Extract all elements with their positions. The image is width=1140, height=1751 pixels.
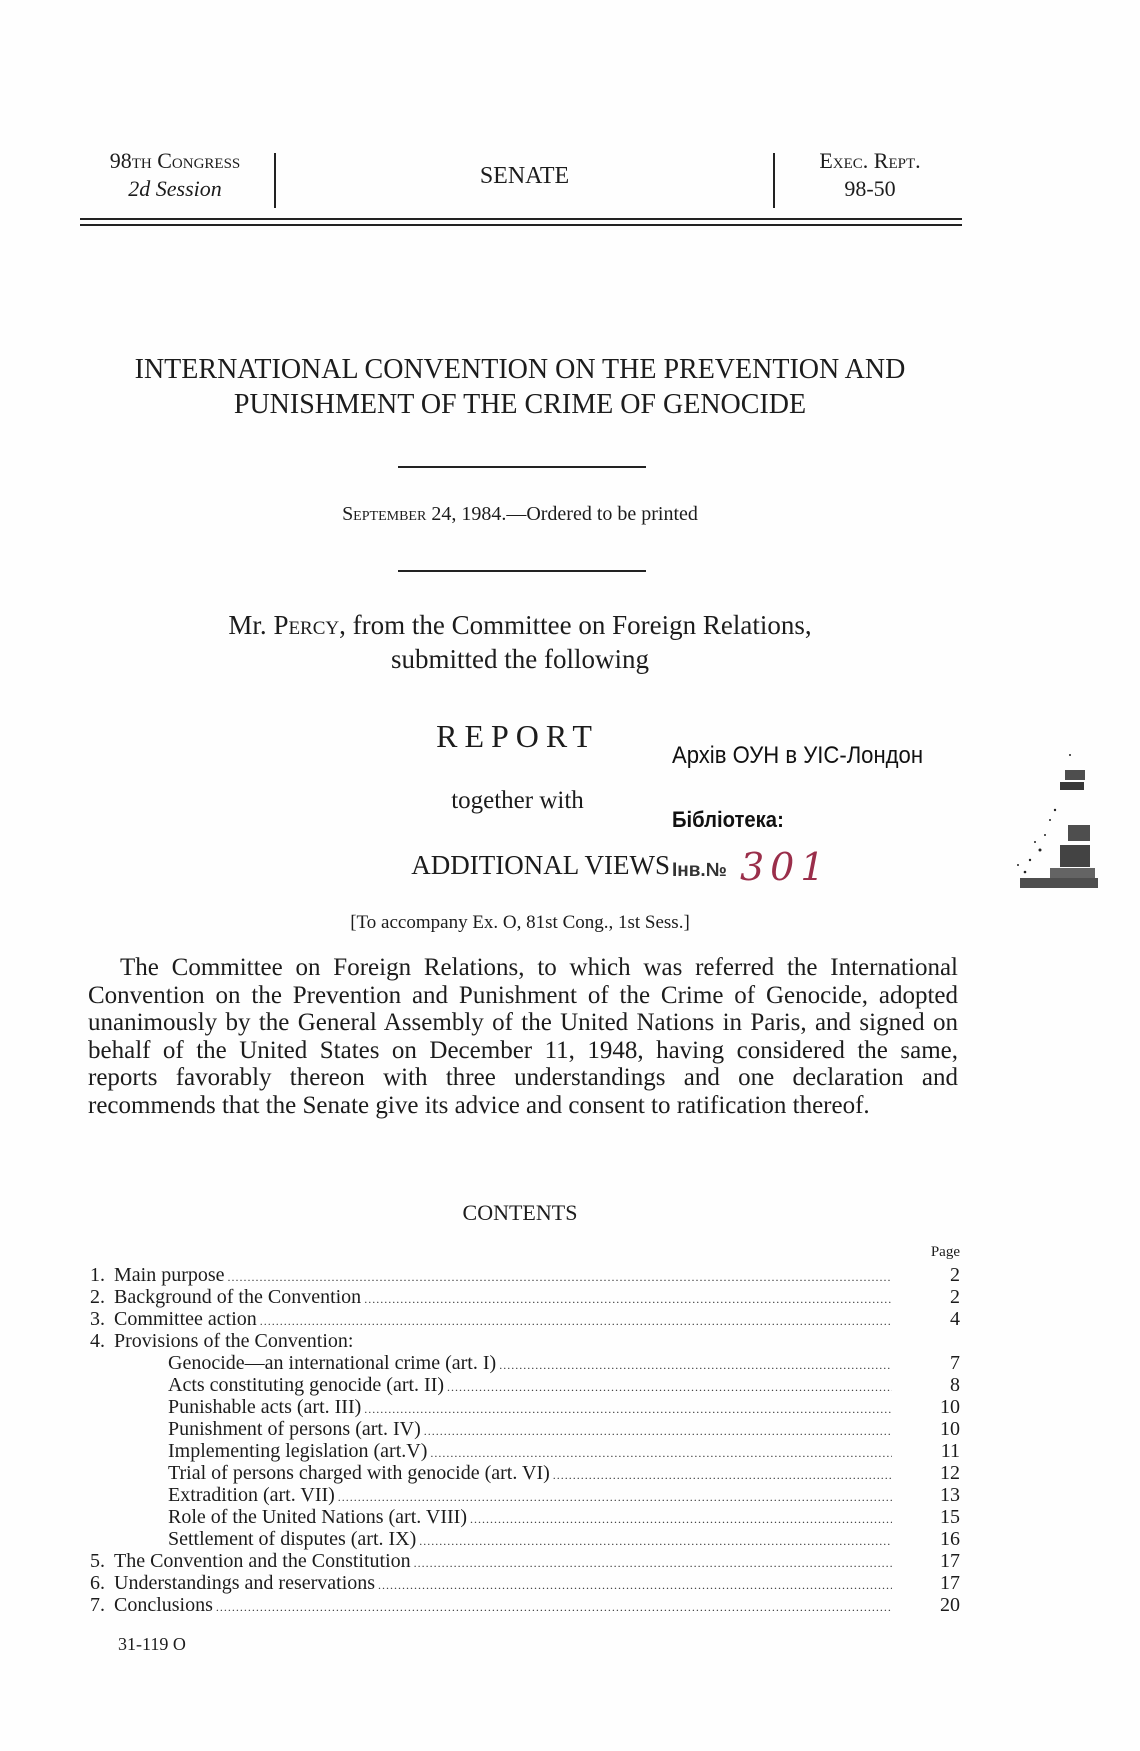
toc-entry bbox=[90, 1594, 960, 1616]
toc-dot-leader bbox=[430, 1442, 892, 1464]
toc-entry bbox=[90, 1264, 960, 1286]
toc-entry-page: 20 bbox=[940, 1594, 960, 1616]
toc-entry bbox=[90, 1330, 960, 1352]
toc-entry-label: Conclusions bbox=[114, 1594, 213, 1616]
toc-entry-label: Main purpose bbox=[114, 1264, 225, 1286]
toc-entry-number: 1. bbox=[90, 1264, 105, 1286]
toc-entry-number: 7. bbox=[90, 1594, 105, 1616]
toc-entry bbox=[90, 1352, 960, 1374]
toc-entry-page: 4 bbox=[950, 1308, 960, 1330]
toc-entry-page: 10 bbox=[940, 1396, 960, 1418]
toc-entry-label: Provisions of the Convention: bbox=[114, 1330, 354, 1352]
ordered-date-line bbox=[160, 503, 880, 526]
toc-entry-page: 17 bbox=[940, 1572, 960, 1594]
stamp-inventory-label: Інв.№ bbox=[672, 860, 727, 881]
submitter-line1-rest: , from the Committee on Foreign Relations, bbox=[339, 610, 812, 640]
toc-dot-leader bbox=[378, 1574, 892, 1596]
stamp-archive-text: Архів ОУН в УІС-Лондон bbox=[672, 742, 924, 769]
toc-entry-label: Understandings and reservations bbox=[114, 1572, 376, 1594]
toc-dot-leader bbox=[447, 1376, 892, 1398]
date-rest: 24, 1984.—Ordered to be printed bbox=[426, 503, 698, 525]
together-with-label: together with bbox=[451, 787, 584, 814]
print-code: 31-119 O bbox=[118, 1634, 186, 1654]
stamp-library-text: Бібліотека: bbox=[672, 807, 784, 832]
toc-entry-number: 5. bbox=[90, 1550, 105, 1572]
toc-dot-leader bbox=[228, 1266, 892, 1288]
title-line-2: PUNISHMENT OF THE CRIME OF GENOCIDE bbox=[233, 389, 807, 420]
toc-entry-label: Settlement of disputes (art. IX) bbox=[168, 1528, 417, 1550]
toc-entry bbox=[90, 1440, 960, 1462]
submitter-block bbox=[100, 608, 940, 676]
toc-entry-label: Committee action bbox=[114, 1308, 257, 1330]
toc-entry bbox=[90, 1308, 960, 1330]
congress-label: 98th Congress bbox=[109, 148, 241, 173]
header-rule-bottom bbox=[80, 224, 962, 226]
report-type-label: Exec. Rept. bbox=[819, 148, 921, 173]
congress-session-block bbox=[80, 147, 270, 203]
header-brace-right bbox=[773, 153, 775, 208]
submitter-line-2: submitted the following bbox=[391, 644, 649, 674]
divider-rule-1 bbox=[398, 466, 646, 468]
body-paragraph: The Committee on Foreign Relations, to which was referred the International Convention on the Prevention and Punishment of the Crime of Genocide, adopted unanimously by the General Assembly of the United Nations in Paris, and signed on behalf of the United States on December 11, 1948, having considered the same, reports favorably thereon with three understandings and one declaration and recommends that the Senate give its advice and consent to ratification thereof. bbox=[88, 954, 958, 1119]
toc-entry-label: Background of the Convention bbox=[114, 1286, 362, 1308]
toc-entry-number: 3. bbox=[90, 1308, 105, 1330]
toc-dot-leader bbox=[364, 1398, 892, 1420]
toc-dot-leader bbox=[216, 1596, 892, 1618]
toc-dot-leader bbox=[553, 1464, 892, 1486]
contents-heading: CONTENTS bbox=[462, 1200, 578, 1225]
toc-entry bbox=[90, 1418, 960, 1440]
toc-entry bbox=[90, 1396, 960, 1418]
toc-entry-number: 2. bbox=[90, 1286, 105, 1308]
toc-entry-label: The Convention and the Constitution bbox=[114, 1550, 411, 1572]
toc-dot-leader bbox=[470, 1508, 892, 1530]
toc-entry-label: Implementing legislation (art.V) bbox=[168, 1440, 428, 1462]
submitter-prefix: Mr. bbox=[228, 610, 274, 640]
toc-dot-leader bbox=[260, 1310, 892, 1332]
report-number: 98-50 bbox=[844, 176, 896, 201]
additional-views-label: ADDITIONAL VIEWS bbox=[411, 850, 670, 880]
toc-entry-label: Role of the United Nations (art. VIII) bbox=[168, 1506, 467, 1528]
toc-entry bbox=[90, 1550, 960, 1572]
toc-entry-label: Punishment of persons (art. IV) bbox=[168, 1418, 421, 1440]
stamp-ink-speckle bbox=[1010, 750, 1100, 900]
toc-dot-leader bbox=[338, 1486, 892, 1508]
report-number-block bbox=[780, 147, 960, 203]
toc-dot-leader bbox=[424, 1420, 892, 1442]
toc-entry-label: Trial of persons charged with genocide (art. VI) bbox=[168, 1462, 550, 1484]
toc-entry-label: Punishable acts (art. III) bbox=[168, 1396, 362, 1418]
toc-entry-label: Acts constituting genocide (art. II) bbox=[168, 1374, 445, 1396]
accompany-note: [To accompany Ex. O, 81st Cong., 1st Sess.] bbox=[350, 912, 690, 933]
toc-entry-page: 12 bbox=[940, 1462, 960, 1484]
toc-entry bbox=[90, 1462, 960, 1484]
toc-dot-leader bbox=[414, 1552, 892, 1574]
toc-entry bbox=[90, 1528, 960, 1550]
toc-entry-page: 16 bbox=[940, 1528, 960, 1550]
toc-entry bbox=[90, 1506, 960, 1528]
table-of-contents bbox=[90, 1244, 960, 1616]
toc-entry-page: 2 bbox=[950, 1264, 960, 1286]
toc-entry bbox=[90, 1484, 960, 1506]
toc-entry-page: 17 bbox=[940, 1550, 960, 1572]
toc-entry-page: 2 bbox=[950, 1286, 960, 1308]
toc-entry-label: Extradition (art. VII) bbox=[168, 1484, 335, 1506]
title-line-1: INTERNATIONAL CONVENTION ON THE PREVENTION AND bbox=[134, 354, 906, 385]
toc-entry-page: 13 bbox=[940, 1484, 960, 1506]
toc-entry-page: 8 bbox=[950, 1374, 960, 1396]
toc-entry-page: 7 bbox=[950, 1352, 960, 1374]
submitter-name: Percy bbox=[273, 610, 340, 640]
toc-entry bbox=[90, 1286, 960, 1308]
report-heading: REPORT bbox=[436, 718, 599, 754]
toc-dot-leader bbox=[499, 1354, 892, 1376]
toc-entry-page: 15 bbox=[940, 1506, 960, 1528]
stamp-handwritten-number: 301 bbox=[740, 845, 831, 889]
chamber-label: SENATE bbox=[479, 163, 570, 189]
toc-entry-label: Genocide—an international crime (art. I) bbox=[168, 1352, 497, 1374]
toc-dot-leader bbox=[419, 1530, 892, 1552]
document-title bbox=[60, 352, 980, 422]
toc-entry-page: 10 bbox=[940, 1418, 960, 1440]
divider-rule-2 bbox=[398, 570, 646, 572]
toc-entry-number: 4. bbox=[90, 1330, 105, 1352]
date-month: September bbox=[342, 503, 427, 525]
header-rule-top bbox=[80, 218, 962, 220]
toc-entry bbox=[90, 1572, 960, 1594]
session-label: 2d Session bbox=[128, 176, 222, 201]
toc-entry-number: 6. bbox=[90, 1572, 105, 1594]
toc-entry-page: 11 bbox=[940, 1440, 960, 1462]
toc-dot-leader bbox=[364, 1288, 892, 1310]
toc-entry bbox=[90, 1374, 960, 1396]
toc-page-column-header: Page bbox=[930, 1244, 960, 1260]
